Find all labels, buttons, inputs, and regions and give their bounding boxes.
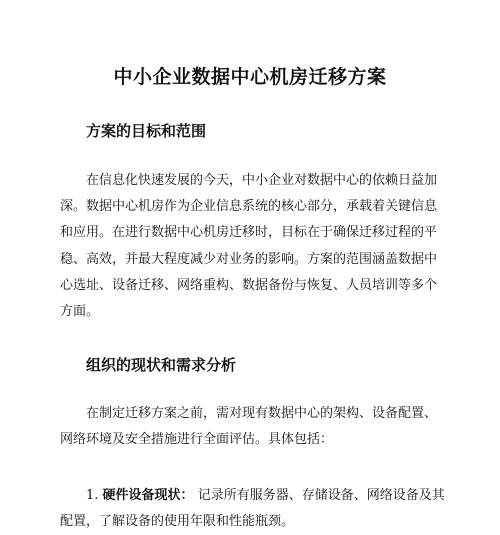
list-item-text: 记录所有服务器、存储设备、网络设备及其 (197, 488, 445, 503)
paragraph-line: 在制定迁移方案之前，需对现有数据中心的架构、设备配置、 (86, 406, 438, 421)
paragraph-goals (60, 168, 442, 325)
paragraph-line: 稳、高效，并最大程度减少对业务的影响。方案的范围涵盖数据中 (60, 251, 438, 267)
paragraph-status (60, 401, 442, 453)
section-heading-status: 组织的现状和需求分析 (86, 356, 237, 374)
paragraph-line: 网络环境及安全措施进行全面评估。具体包括： (60, 432, 334, 448)
list-item-number: 1. (86, 488, 99, 503)
paragraph-line: 方面。 (60, 304, 100, 320)
paragraph-line: 和应用。在进行数据中心机房迁移时，目标在于确保迁移过程的平 (60, 225, 438, 241)
section-heading-goals: 方案的目标和范围 (86, 122, 207, 140)
list-item-hardware (86, 483, 456, 509)
document-title: 中小企业数据中心机房迁移方案 (113, 66, 387, 88)
list-item-continuation: 配置，了解设备的使用年限和性能瓶颈。 (60, 514, 295, 529)
paragraph-line: 深。数据中心机房作为企业信息系统的核心部分，承载着关键信息 (60, 199, 438, 215)
paragraph-line: 在信息化快速发展的今天，中小企业对数据中心的依赖日益加 (86, 173, 438, 188)
list-item-label: 硬件设备现状： (102, 488, 194, 503)
paragraph-line: 心选址、设备迁移、网络重构、数据备份与恢复、人员培训等多个 (60, 277, 438, 293)
